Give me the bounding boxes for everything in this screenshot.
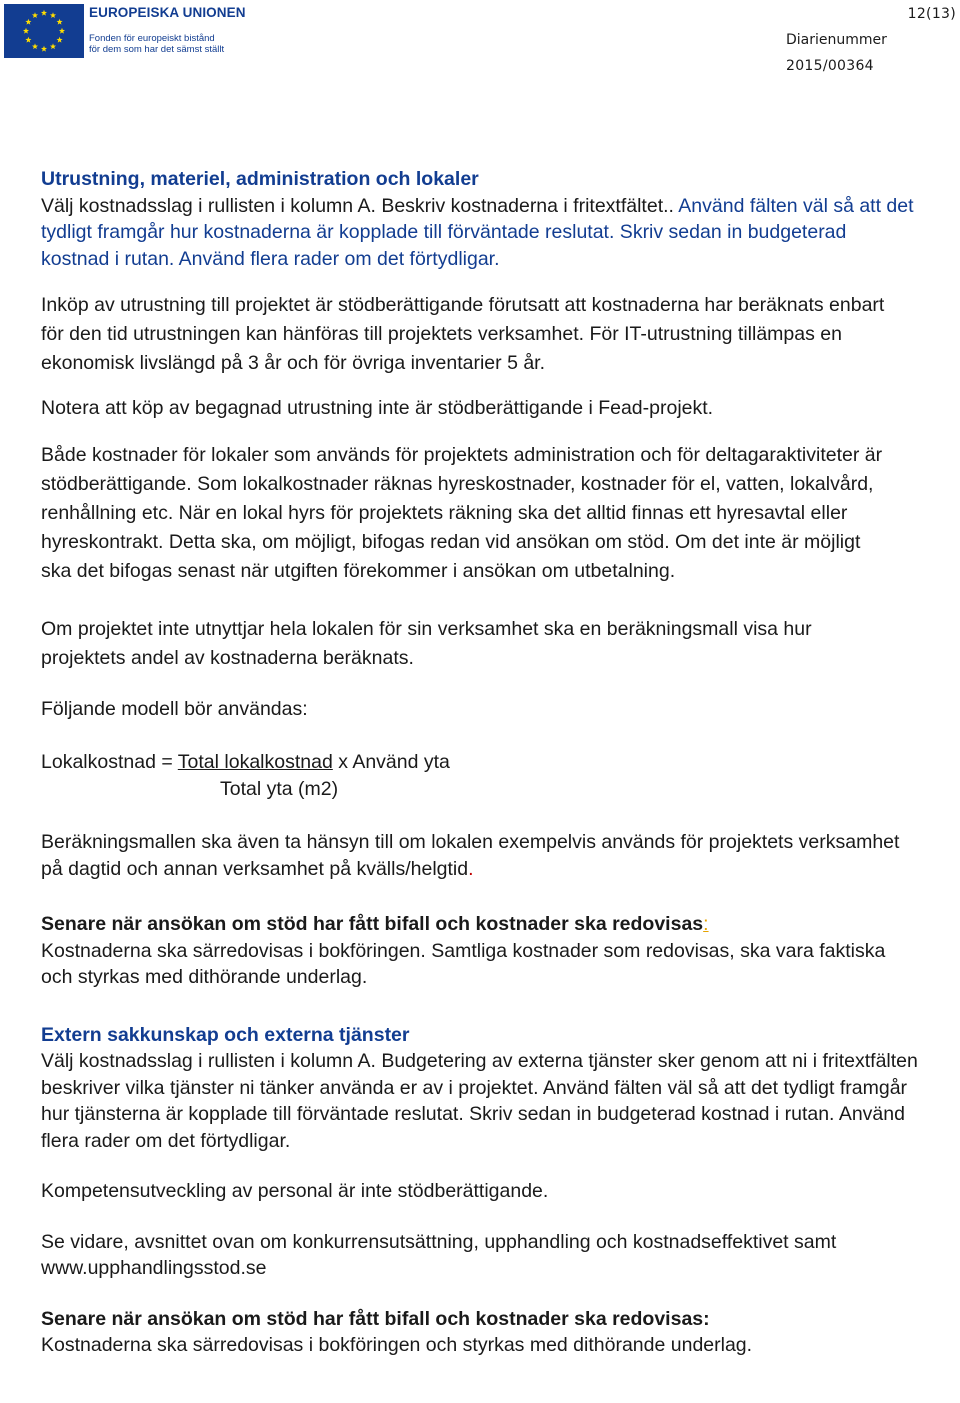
section-title-external: Extern sakkunskap och externa tjänster xyxy=(41,1023,410,1046)
reporting-text: Kostnaderna ska särredovisas i bokföringen. Samtliga kostnader som redovisas, ska vara faktiska och styrkas med dithörande underlag. xyxy=(41,939,886,988)
paragraph-partial-premises: Om projektet inte utnyttjar hela lokalen för sin verksamhet ska en beräkningsmall visa hur projektets andel av kostnaderna beräknats. xyxy=(41,618,812,669)
paragraph-model: Följande modell bör användas: xyxy=(41,698,308,720)
formula xyxy=(41,749,931,802)
reporting-block xyxy=(41,911,901,991)
paragraph-equipment: Inköp av utrustning till projektet är stödberättigande förutsatt att kostnaderna har beräknats enbart för den tid utrustningen kan hänföras till projektets verksamhet. För IT-utrustning tillämpas en ekonomisk livslängd på 3 år och för övriga inventarier 5 år. xyxy=(41,294,885,374)
document-body xyxy=(41,166,931,1359)
diarienummer-label: Diarienummer xyxy=(786,32,887,48)
intro-guidance: Använd fälten väl så att det tydligt framgår hur kostnaderna är kopplade till förväntade reslutat. Skriv sedan in budgeterad kostnad i rutan. Använd flera rader om det förtydligar. xyxy=(41,194,914,270)
formula-rhs: x Använd yta xyxy=(332,751,450,773)
paragraph-competence: Kompetensutveckling av personal är inte stödberättigande. xyxy=(41,1180,549,1202)
reporting-colon: : xyxy=(703,913,709,935)
page-number: 12(13) xyxy=(907,6,956,22)
paragraph-calculation-template xyxy=(41,829,901,882)
eu-flag-icon xyxy=(4,4,84,58)
eu-subtitle-2: för dem som har det sämst ställt xyxy=(89,44,225,55)
eu-logo-text xyxy=(89,4,246,55)
reporting-heading-2: Senare när ansökan om stöd har fått bifall och kostnader ska redovisas: xyxy=(41,1307,710,1330)
section-intro xyxy=(41,193,919,273)
page-header xyxy=(0,0,960,80)
external-intro: Välj kostnadsslag i rullisten i kolumn A. Budgetering av externa tjänster sker genom att ni i fritextfälten beskriver vilka tjänster ni tänker använda er av i projektet. Använd fälten väl så att det tydligt framgår hur tjänsterna är kopplade till förväntade reslutat. Skriv sedan in budgeterad kostnad i rutan. Använd flera rader om det förtydligar. xyxy=(41,1050,918,1152)
reporting-heading: Senare när ansökan om stöd har fått bifall och kostnader ska redovisas xyxy=(41,913,704,935)
intro-text: Välj kostnadsslag i rullisten i kolumn A. Beskriv kostnaderna i fritextfältet.. xyxy=(41,194,679,217)
eu-title: EUROPEISKA UNIONEN xyxy=(89,5,246,20)
section-title-equipment: Utrustning, materiel, administration och lokaler xyxy=(41,168,479,190)
eu-subtitle-1: Fonden för europeiskt bistånd xyxy=(89,33,215,44)
calc-text: Beräkningsmallen ska även ta hänsyn till om lokalen exempelvis används för projektets verksamhet på dagtid och annan verksamhet på kvälls/helgtid xyxy=(41,831,900,880)
paragraph-used-equipment: Notera att köp av begagnad utrustning inte är stödberättigande i Fead-projekt. xyxy=(41,397,714,419)
calc-end: . xyxy=(468,857,474,880)
paragraph-premises: Både kostnader för lokaler som används för projektets administration och för deltagaraktiviteter är stödberättigande. Som lokalkostnader räknas hyreskostnader, kostnader för el, vatten, lokalvård, renhållning etc. När en lokal hyrs för projektets räkning ska det alltid finnas ett hyresavtal eller hyreskontrakt. Detta ska, om möjligt, bifogas redan vid ansökan om stöd. Om det inte är möjligt ska det bifogas senast när utgiften förekommer i ansökan om utbetalning. xyxy=(41,444,883,582)
reporting-text-2: Kostnaderna ska särredovisas i bokföringen och styrkas med dithörande underlag. xyxy=(41,1334,753,1356)
formula-lhs: Lokalkostnad = xyxy=(41,751,178,773)
formula-numerator: Total lokalkostnad xyxy=(177,751,333,773)
formula-denominator: Total yta (m2) xyxy=(220,777,339,800)
paragraph-see-also: Se vidare, avsnittet ovan om konkurrensutsättning, upphandling och kostnadseffektivet samt www.upphandlingsstod.se xyxy=(41,1230,837,1279)
diarienummer-value: 2015/00364 xyxy=(786,58,874,74)
reporting-block-2 xyxy=(41,1306,931,1359)
